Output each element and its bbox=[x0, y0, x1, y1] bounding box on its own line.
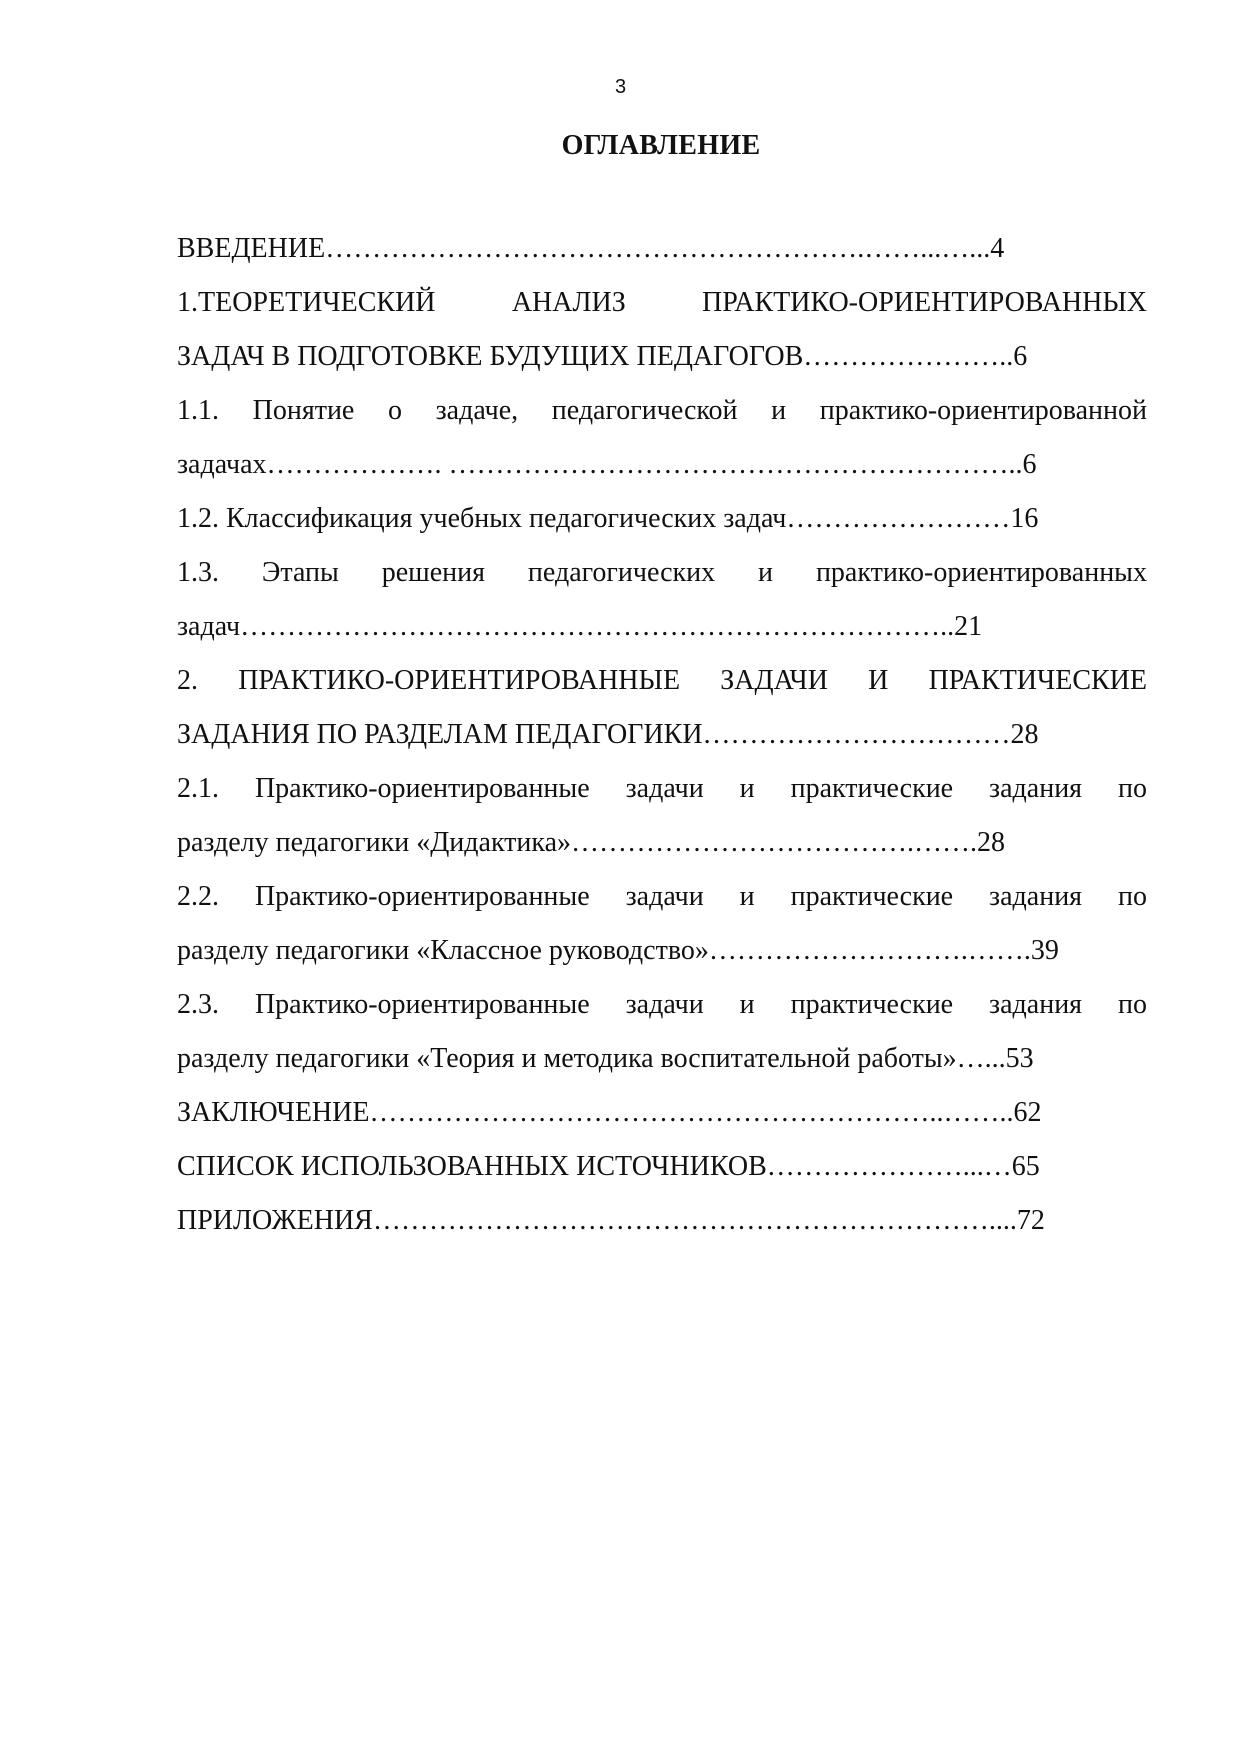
toc-line: 2.1. Практико-ориентированные задачи и практические задания по bbox=[177, 773, 1147, 804]
toc-line: 1.ТЕОРЕТИЧЕСКИЙ АНАЛИЗ ПРАКТИКО-ОРИЕНТИРОВАННЫХ bbox=[177, 287, 1147, 318]
toc-title: ОГЛАВЛЕНИЕ bbox=[561, 130, 761, 161]
toc-line: ЗАДАЧ В ПОДГОТОВКЕ БУДУЩИХ ПЕДАГОГОВ…………………..6 bbox=[177, 341, 1028, 372]
table-of-contents bbox=[177, 222, 1147, 1248]
toc-line: разделу педагогики «Дидактика»……………………………….…….28 bbox=[177, 827, 1006, 858]
toc-entry-references[interactable] bbox=[177, 1140, 1147, 1194]
toc-line: задач…………………………………………………………………..21 bbox=[177, 611, 983, 642]
toc-line: СПИСОК ИСПОЛЬЗОВАННЫХ ИСТОЧНИКОВ…………………...…65 bbox=[177, 1151, 1040, 1182]
toc-line: 2.3. Практико-ориентированные задачи и практические задания по bbox=[177, 989, 1147, 1020]
toc-entry-conclusion[interactable] bbox=[177, 1086, 1147, 1140]
toc-entry-section-2-3-continued[interactable] bbox=[177, 1032, 1147, 1086]
toc-line: ЗАКЛЮЧЕНИЕ……………………………………………………..……..62 bbox=[177, 1097, 1042, 1128]
page-number: 3 bbox=[614, 76, 627, 98]
toc-entry-chapter-1[interactable] bbox=[177, 276, 1147, 330]
toc-entry-section-2-2[interactable] bbox=[177, 870, 1147, 924]
toc-line: 1.2. Классификация учебных педагогических задач……………………16 bbox=[177, 503, 1039, 534]
toc-line: 1.3. Этапы решения педагогических и практико-ориентированных bbox=[177, 557, 1147, 588]
toc-entry-chapter-2[interactable] bbox=[177, 654, 1147, 708]
toc-line: разделу педагогики «Классное руководство»……………………….…….39 bbox=[177, 935, 1059, 966]
toc-entry-section-1-2[interactable] bbox=[177, 492, 1147, 546]
toc-entry-chapter-2-continued[interactable] bbox=[177, 708, 1147, 762]
toc-entry-section-2-1-continued[interactable] bbox=[177, 816, 1147, 870]
toc-entry-chapter-1-continued[interactable] bbox=[177, 330, 1147, 384]
toc-entry-section-1-1-continued[interactable] bbox=[177, 438, 1147, 492]
toc-line: 1.1. Понятие о задаче, педагогической и практико-ориентированной bbox=[177, 395, 1147, 426]
toc-line: разделу педагогики «Теория и методика воспитательной работы»…...53 bbox=[177, 1043, 1034, 1074]
toc-entry-section-1-1[interactable] bbox=[177, 384, 1147, 438]
toc-line: 2. ПРАКТИКО-ОРИЕНТИРОВАННЫЕ ЗАДАЧИ И ПРАКТИЧЕСКИЕ bbox=[177, 665, 1147, 696]
toc-line: 2.2. Практико-ориентированные задачи и практические задания по bbox=[177, 881, 1147, 912]
toc-entry-section-2-1[interactable] bbox=[177, 762, 1147, 816]
toc-line: ЗАДАНИЯ ПО РАЗДЕЛАМ ПЕДАГОГИКИ……………………………28 bbox=[177, 719, 1039, 750]
toc-line: задачах………………. ……………………………………………………..6 bbox=[177, 449, 1037, 480]
toc-entry-section-1-3-continued[interactable] bbox=[177, 600, 1147, 654]
toc-entry-introduction[interactable] bbox=[177, 222, 1147, 276]
toc-line: ВВЕДЕНИЕ………………………………………………….……...…...4 bbox=[177, 233, 1005, 264]
toc-entry-appendices[interactable] bbox=[177, 1194, 1147, 1248]
toc-entry-section-1-3[interactable] bbox=[177, 546, 1147, 600]
toc-line: ПРИЛОЖЕНИЯ…………………………………………………………....72 bbox=[177, 1205, 1045, 1236]
toc-entry-section-2-3[interactable] bbox=[177, 978, 1147, 1032]
toc-entry-section-2-2-continued[interactable] bbox=[177, 924, 1147, 978]
